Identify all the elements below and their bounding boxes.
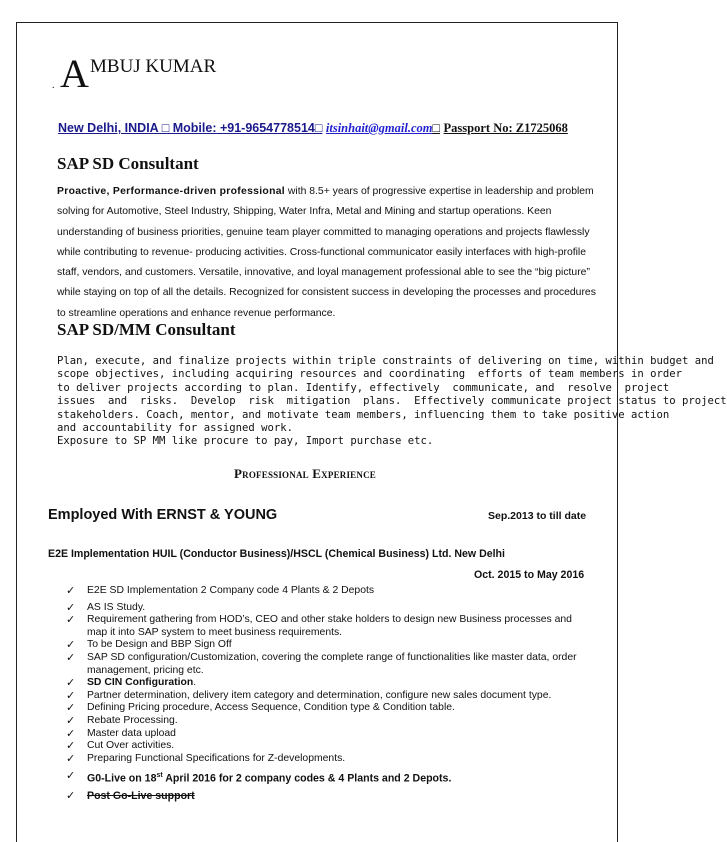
name-initial: A	[60, 51, 89, 96]
contact-separator: □	[432, 121, 441, 135]
checkmark-icon: ✓	[66, 714, 76, 727]
list-item: ✓ To be Design and BBP Sign Off	[66, 639, 232, 652]
experience-heading: Professional Experience	[234, 466, 376, 481]
sd-summary-body: with 8.5+ years of progressive expertise in leadership and problem solving for Automotive, Steel Industry, Shipping, Water Infra, Metal and Mining and startup operations. Keen understanding of business priorities, genuine team player committed to managing operations and projects flawlessly while contributing to revenue- producing activities. Cross-functional communicator easily interfaces with high-profile staff, vendors, and customers. Versatile, innovative, and loyal management professional able to see the “big picture” while staying on top of all the details. Recognized for consistent success in developing the processes and procedures to streamline operations and enhance revenue performance.	[57, 186, 596, 319]
list-item: ✓ Partner determination, delivery item category and determination, configure new sales document type.	[66, 689, 552, 702]
checkmark-icon: ✓	[66, 585, 76, 597]
checkmark-icon: ✓	[66, 639, 76, 652]
responsibility-list	[66, 585, 586, 803]
list-item: ✓ Master data upload	[66, 727, 176, 740]
checkmark-icon: ✓	[66, 752, 76, 765]
passport-number: Passport No: Z1725068	[443, 121, 568, 135]
location-phone: New Delhi, INDIA □ Mobile: +91-9654778514□	[58, 121, 323, 135]
checkmark-icon: ✓	[66, 790, 76, 803]
list-item: ✓ E2E SD Implementation 2 Company code 4 Plants & 2 Depots	[66, 585, 375, 597]
checkmark-icon: ✓	[66, 702, 76, 715]
checkmark-icon: ✓	[66, 614, 76, 627]
list-item: ✓ Requirement gathering from HOD’s, CEO and other stake holders to design new Business processes and map it into SAP system to meet business requirements.	[66, 614, 572, 638]
sd-summary-lead: Proactive, Performance-driven professional	[57, 186, 285, 197]
list-item: ✓ Preparing Functional Specifications for Z-developments.	[66, 752, 346, 765]
list-item: ✓ AS IS Study.	[66, 601, 146, 614]
project-dates: Oct. 2015 to May 2016	[474, 569, 585, 581]
project-title: E2E Implementation HUIL (Conductor Business)/HSCL (Chemical Business) Ltd. New Delhi	[48, 548, 505, 560]
checkmark-icon: ✓	[66, 770, 76, 783]
list-item: ✓ Defining Pricing procedure, Access Sequence, Condition type & Condition table.	[66, 702, 455, 715]
checkmark-icon: ✓	[66, 727, 76, 740]
checkmark-icon: ✓	[66, 601, 76, 614]
checkmark-icon: ✓	[66, 740, 76, 753]
checkmark-icon: ✓	[66, 651, 76, 664]
name-rest: MBUJ KUMAR	[90, 56, 217, 77]
name-dot: .	[52, 80, 55, 91]
list-item: ✓ SAP SD configuration/Customization, covering the complete range of functionalities like master data, order management, pricing etc.	[66, 651, 577, 676]
employer-name: Employed With ERNST & YOUNG	[48, 507, 278, 523]
email-link[interactable]: itsinhait@gmail.com	[325, 121, 433, 135]
mm-heading: SAP SD/MM Consultant	[57, 320, 236, 339]
sd-heading: SAP SD Consultant	[57, 154, 199, 173]
list-item: ✓ Cut Over activities.	[66, 740, 175, 753]
list-item: ✓ Rebate Processing.	[66, 714, 178, 727]
list-item: ✓ SD CIN Configuration.	[66, 677, 197, 690]
employer-dates: Sep.2013 to till date	[488, 510, 587, 522]
checkmark-icon: ✓	[66, 689, 76, 702]
post-golive-item: ✓ Post Go-Live support	[66, 790, 195, 803]
golive-item: ✓ G0-Live on 18st April 2016 for 2 company codes & 4 Plants and 2 Depots.	[66, 770, 452, 785]
mm-summary: Plan, execute, and finalize projects within triple constraints of delivering on time, within budget and scope objectives, including acquiring resources and coordinating efforts of team members in order to deliver projects according to plan. Identify, effectively communicate, and resolve project issues and risks. Develop risk mitigation plans. Effectively communicate project status to project stakeholders. Coach, mentor, and motivate team members, influencing them to take positive action and accountability for assigned work. Exposure to SP MM like procure to pay, Import purchase etc.	[57, 355, 727, 448]
checkmark-icon: ✓	[66, 677, 76, 690]
contact-line	[58, 121, 568, 136]
sd-summary	[57, 182, 597, 324]
